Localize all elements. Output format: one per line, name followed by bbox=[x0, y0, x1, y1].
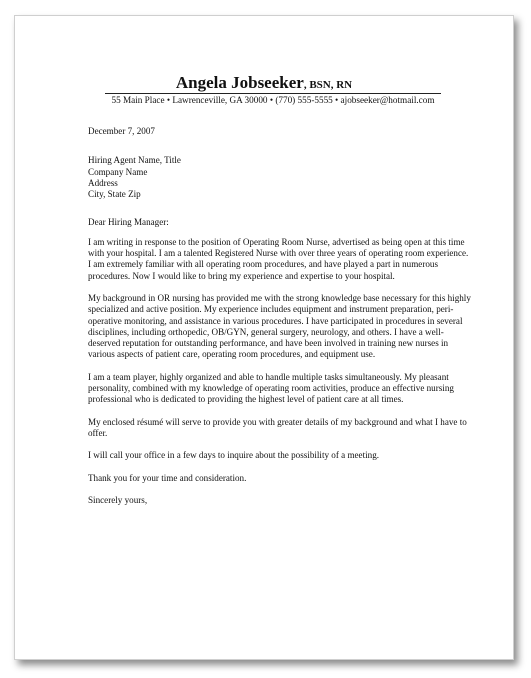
body-paragraph: My enclosed résumé will serve to provide you with greater details of my background and what I have to offer. bbox=[88, 416, 467, 438]
closing: Sincerely yours, bbox=[88, 494, 148, 505]
letter-body bbox=[88, 126, 473, 517]
recipient-address bbox=[88, 155, 473, 200]
recipient-line: Company Name bbox=[88, 166, 148, 177]
body-paragraph: I am a team player, highly organized and able to handle multiple tasks simultaneously. My pleasant personality, combined with my knowledge of operating room activities, produce an effective nursing professional who is dedicated to providing the highest level of patient care at all times. bbox=[88, 371, 454, 405]
recipient-line: City, State Zip bbox=[88, 189, 141, 200]
body-paragraph: I will call your office in a few days to inquire about the possibility of a meeting. bbox=[88, 450, 380, 461]
applicant-name: Angela Jobseeker bbox=[175, 73, 304, 92]
body-paragraph: My background in OR nursing has provided me with the strong knowledge base necessary for this highly specialized and active position. My experience includes equipment and instrument preparation, peri-operative monitoring, and assistance in various procedures. I have participated in procedures in several disciplines, including orthopedic, OB/GYN, general surgery, neurology, and others. I have a well-deserved reputation for outstanding performance, and have been involved in training new nurses in various aspects of patient care, operating room procedures, and equipment use. bbox=[88, 292, 471, 360]
letterhead-name bbox=[15, 73, 513, 95]
recipient-line: Address bbox=[88, 177, 118, 188]
letter-page bbox=[14, 15, 514, 660]
letter-date: December 7, 2007 bbox=[88, 126, 155, 136]
applicant-credentials: , BSN, RN bbox=[303, 79, 353, 91]
body-paragraph: Thank you for your time and consideration. bbox=[88, 472, 247, 483]
letterhead-contact: 55 Main Place • Lawrenceville, GA 30000 • (770) 555-5555 • ajobseeker@hotmail.com bbox=[105, 93, 441, 106]
salutation: Dear Hiring Manager: bbox=[88, 217, 169, 228]
body-paragraph: I am writing in response to the position of Operating Room Nurse, advertised as being open at this time with your hospital. I am a talented Registered Nurse with over three years of operating room experience. I am extremely familiar with all operating room procedures, and have played a part in numerous procedures. Now I would like to bring my experience and expertise to your hospital. bbox=[88, 236, 469, 281]
recipient-line: Hiring Agent Name, Title bbox=[88, 155, 181, 166]
